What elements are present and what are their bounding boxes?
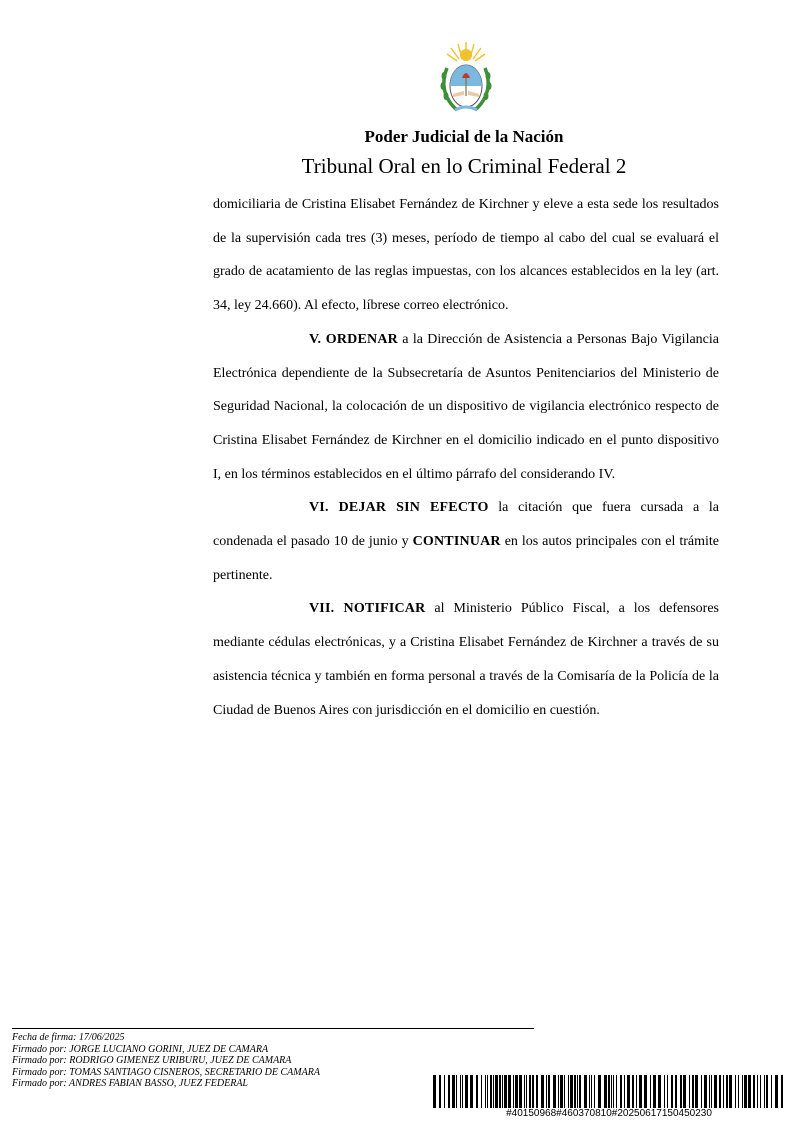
barcode-bar	[704, 1075, 707, 1108]
barcode-bar	[723, 1075, 724, 1108]
paragraph-vi-text: la citación que fuera cursada a la condenada el pasado 10 de junio y	[213, 500, 720, 550]
barcode-bar	[524, 1075, 525, 1108]
barcode-bar	[502, 1075, 503, 1108]
barcode-bar	[620, 1075, 622, 1108]
barcode-bar	[757, 1075, 758, 1108]
barcode-bar	[683, 1075, 686, 1108]
barcode-bar	[570, 1075, 573, 1108]
barcode-bar	[766, 1075, 768, 1108]
barcode-bar	[675, 1075, 677, 1108]
signature-block	[12, 1032, 320, 1090]
signature-divider	[12, 1028, 534, 1029]
paragraph-vii	[213, 592, 719, 727]
barcode-bar	[738, 1075, 739, 1108]
barcode-bar	[564, 1075, 565, 1108]
barcode-bar	[695, 1075, 698, 1108]
barcode-bar	[719, 1075, 721, 1108]
barcode-bar	[598, 1075, 601, 1108]
signature-line: Firmado por: TOMAS SANTIAGO CISNEROS, SECRETARIO DE CAMARA	[12, 1066, 320, 1078]
signature-line: Firmado por: JORGE LUCIANO GORINI, JUEZ DE CAMARA	[12, 1043, 269, 1055]
barcode-bar	[644, 1075, 647, 1108]
barcode-bar	[604, 1075, 607, 1108]
barcode-bar	[664, 1075, 665, 1108]
barcode-bar	[584, 1075, 587, 1108]
barcode-bar	[653, 1075, 656, 1108]
barcode-bar	[692, 1075, 694, 1108]
barcode-bar	[470, 1075, 473, 1108]
barcode-bar	[689, 1075, 690, 1108]
barcode-bar	[546, 1075, 547, 1108]
paragraph-vi-text-end: en los autos principales con el trámite pertinente.	[213, 534, 719, 583]
barcode	[433, 1075, 785, 1108]
barcode-bar	[729, 1075, 732, 1108]
barcode-bar	[452, 1075, 455, 1108]
barcode-bar	[671, 1075, 673, 1108]
barcode-bar	[444, 1075, 445, 1108]
barcode-bar	[577, 1075, 578, 1108]
barcode-bar	[519, 1075, 522, 1108]
court-name: Tribunal Oral en lo Criminal Federal 2	[301, 154, 627, 178]
barcode-bar	[680, 1075, 682, 1108]
barcode-bar	[613, 1075, 614, 1108]
barcode-bar	[460, 1075, 461, 1108]
barcode-bar	[589, 1075, 590, 1108]
barcode-bar	[639, 1075, 642, 1108]
barcode-bar	[650, 1075, 651, 1108]
signature-line: Firmado por: ANDRES FABIAN BASSO, JUEZ FEDERAL	[12, 1078, 248, 1090]
barcode-bar	[574, 1075, 576, 1108]
barcode-bar	[548, 1075, 550, 1108]
barcode-bar	[481, 1075, 482, 1108]
barcode-bar	[536, 1075, 538, 1108]
barcode-bar	[775, 1075, 778, 1108]
barcode-bar	[448, 1075, 450, 1108]
barcode-bar	[508, 1075, 511, 1108]
barcode-bar	[667, 1075, 668, 1108]
barcode-bar	[616, 1075, 617, 1108]
barcode-bar	[532, 1075, 534, 1108]
argentina-coat-of-arms-icon	[437, 40, 495, 118]
barcode-bar	[433, 1075, 436, 1108]
barcode-number: #40150968#460370810#20250617150450230	[506, 1108, 712, 1119]
institution-name: Poder Judicial de la Nación	[364, 127, 564, 146]
paragraph-vi	[213, 491, 719, 592]
barcode-bar	[579, 1075, 581, 1108]
barcode-bar	[709, 1075, 710, 1108]
barcode-bar	[714, 1075, 717, 1108]
barcode-bar	[485, 1075, 486, 1108]
barcode-bar	[495, 1075, 498, 1108]
barcode-bar	[513, 1075, 514, 1108]
barcode-bar	[611, 1075, 612, 1108]
barcode-bar	[560, 1075, 563, 1108]
resolution-body	[213, 188, 719, 727]
barcode-bar	[490, 1075, 492, 1108]
paragraph-vi-heading: VI. DEJAR SIN EFECTO	[309, 500, 489, 516]
barcode-bar	[627, 1075, 630, 1108]
barcode-bar	[526, 1075, 527, 1108]
barcode-bar	[439, 1075, 441, 1108]
paragraph-v	[213, 323, 719, 492]
barcode-bar	[529, 1075, 531, 1108]
paragraph-v-heading: V. ORDENAR	[309, 331, 398, 347]
barcode-bar	[781, 1075, 783, 1108]
barcode-bar	[624, 1075, 625, 1108]
barcode-bar	[711, 1075, 712, 1108]
barcode-bar	[462, 1075, 463, 1108]
barcode-bar	[456, 1075, 457, 1108]
barcode-bar	[515, 1075, 518, 1108]
barcode-bar	[632, 1075, 634, 1108]
barcode-bar	[476, 1075, 478, 1108]
barcode-bar	[591, 1075, 592, 1108]
paragraph-vii-text: al Ministerio Público Fiscal, a los defensores mediante cédulas electrónicas, y a Cristina Elisabet Fernández de Kirchner a través de su asistencia técnica y también en forma personal a través de la Comisaría de la Policía de la Ciudad de Buenos Aires con jurisdicción en el domicilio en cuestión.	[213, 601, 719, 718]
barcode-bar	[744, 1075, 747, 1108]
signature-line: Firmado por: RODRIGO GIMENEZ URIBURU, JUEZ DE CAMARA	[12, 1055, 292, 1067]
barcode-bar	[558, 1075, 559, 1108]
barcode-bar	[742, 1075, 743, 1108]
barcode-bar	[499, 1075, 501, 1108]
paragraph-continuation: domiciliaria de Cristina Elisabet Fernández de Kirchner y eleve a esta sede los resultados de la supervisión cada tres (3) meses, período de tiempo al cabo del cual se evaluará el grado de acatamiento de las reglas impuestas, con los alcances establecidos en la ley (art. 34, ley 24.660). Al efecto, líbrese correo electrónico.	[213, 197, 719, 314]
barcode-bar	[726, 1075, 728, 1108]
barcode-bar	[493, 1075, 494, 1108]
barcode-bar	[636, 1075, 637, 1108]
barcode-bar	[764, 1075, 765, 1108]
barcode-bar	[465, 1075, 468, 1108]
signature-date: Fecha de firma: 17/06/2025	[12, 1032, 125, 1043]
barcode-bar	[658, 1075, 661, 1108]
barcode-bar	[504, 1075, 507, 1108]
barcode-bar	[553, 1075, 556, 1108]
barcode-bar	[748, 1075, 751, 1108]
barcode-bar	[760, 1075, 761, 1108]
barcode-bar	[568, 1075, 569, 1108]
barcode-bar	[771, 1075, 772, 1108]
paragraph-v-text: a la Dirección de Asistencia a Personas Bajo Vigilancia Electrónica dependiente de la Subsecretaría de Asuntos Penitenciarios del Ministerio de Seguridad Nacional, la colocación de un dispositivo de vigilancia electrónico respecto de Cristina Elisabet Fernández de Kirchner en el domicilio indicado en el punto dispositivo I, en los términos establecidos en el último párrafo del considerando IV.	[213, 331, 719, 482]
barcode-bar	[735, 1075, 736, 1108]
paragraph-vii-heading: VII. NOTIFICAR	[309, 601, 426, 617]
barcode-bar	[701, 1075, 702, 1108]
barcode-bar	[487, 1075, 488, 1108]
barcode-bar	[594, 1075, 595, 1108]
barcode-bar	[541, 1075, 544, 1108]
barcode-bar	[608, 1075, 610, 1108]
paragraph-vi-continuar: CONTINUAR	[412, 534, 501, 550]
barcode-bar	[753, 1075, 755, 1108]
